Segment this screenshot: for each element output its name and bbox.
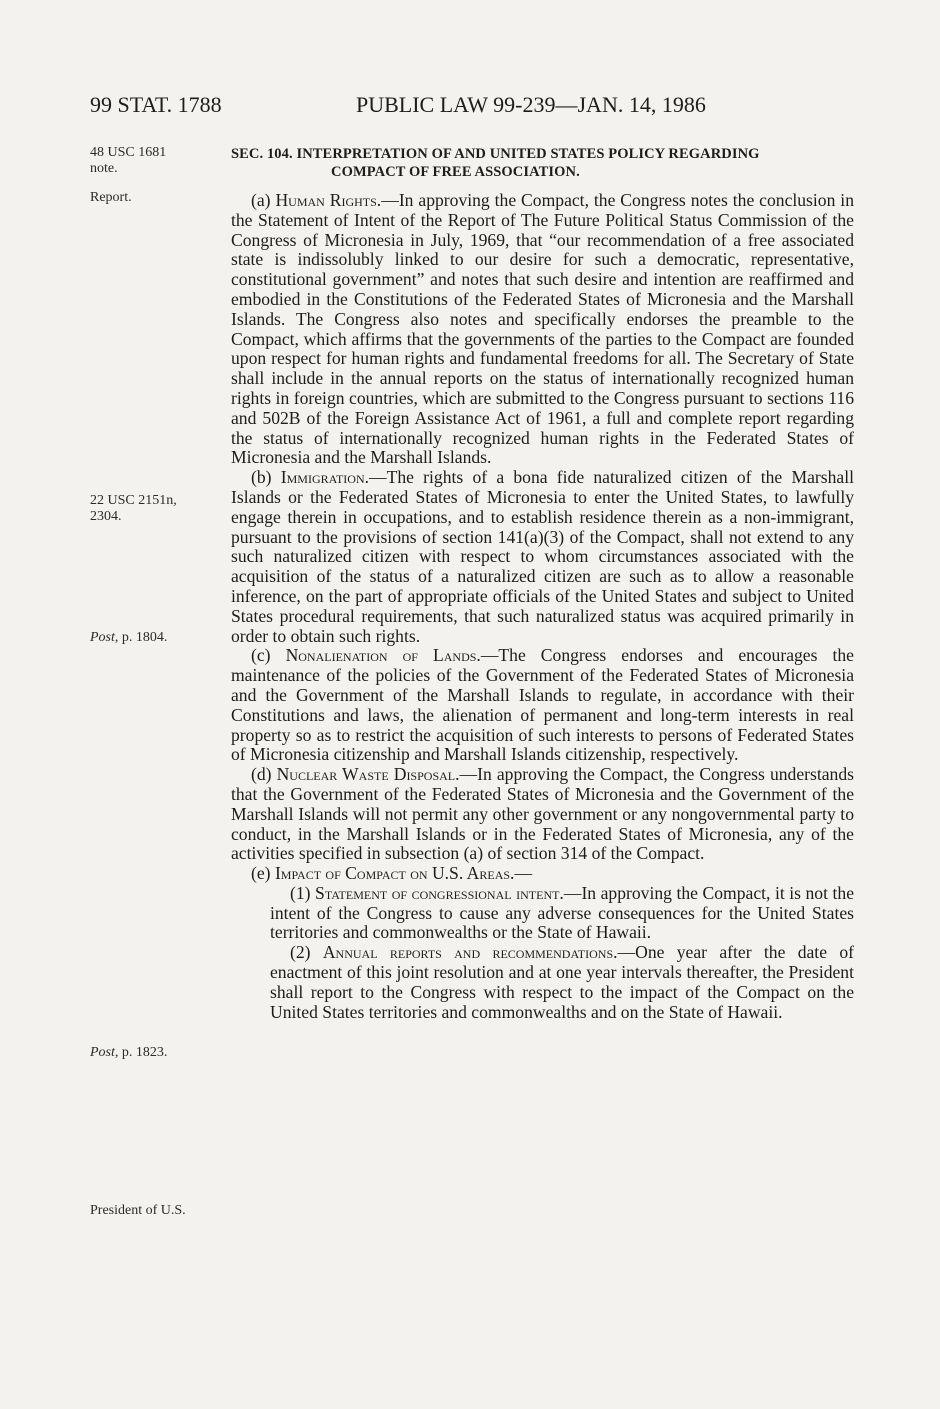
subsection-label: (b) xyxy=(251,467,281,488)
subsection-text: —The rights of a bona fide naturalized citizen of the Marshall Islands or the Federated States of Micronesia to enter the United States, to lawfully engage therein in occupations, and to establish residence therein as a non-immigrant, pursuant to the provisions of section 141(a)(3) of the Compact, shall not extend to any such naturalized citizen with respect to whom circumstances associated with the acquisition of the status of a naturalized citizen are such as to allow a reasonable inference, on the part of appropriate officials of the United States and subject to United States procedural requirements, that such naturalized status was acquired primarily in order to obtain such rights. xyxy=(231,467,854,646)
subsection-dash: — xyxy=(514,863,533,884)
paragraph-text: —In approving the Compact, it is not the intent of the Congress to cause any adverse consequences for the United States territories and commonwealths or the State of Hawaii. xyxy=(270,882,855,943)
margin-note-48-usc-1681 xyxy=(90,145,215,177)
margin-note-post-1823 xyxy=(90,1045,215,1061)
paragraph-title: Statement of congressional intent. xyxy=(315,882,564,903)
paragraph-title: Annual reports and recommendations. xyxy=(322,942,618,963)
margin-note-president: President of U.S. xyxy=(90,1203,186,1218)
margin-note-page: p. 1823. xyxy=(121,1045,168,1060)
paragraph-e1 xyxy=(270,884,854,943)
paragraph-text: —One year after the date of enactment of this joint resolution and at one year intervals thereafter, the President shall report to the Congress with respect to the impact of the Compact on the United States territories and commonwealths and on the State of Hawaii. xyxy=(270,942,854,1022)
margin-note-italic: Post, xyxy=(90,1045,119,1060)
subsection-text: —In approving the Compact, the Congress understands that the Government of the Federated States of Micronesia and the Government of the Marshall Islands will not permit any other government or any nongovernmental party to conduct, in the Marshall Islands or in the Federated States of Micronesia, any of the activities specified in subsection (a) of section 314 of the Compact. xyxy=(231,764,854,864)
subsection-title: Nuclear Waste Disposal. xyxy=(276,764,460,785)
subsection-text: —In approving the Compact, the Congress notes the conclusion in the Statement of Intent of the Report of The Future Political Status Commission of the Congress of Micronesia in July, 1969, that “our recommendation of a free associated state is indissolubly linked to our desire for such a democratic, representative, constitutional government” and notes that such desire and intention are reaffirmed and embodied in the Constitutions of the Federated States of Micronesia and the Marshall Islands. The Congress also notes and specifically endorses the preamble to the Compact, which affirms that the governments of the parties to the Compact are founded upon respect for human rights and fundamental freedoms for all. The Secretary of State shall include in the annual reports on the status of internationally recognized human rights in foreign countries, which are submitted to the Congress pursuant to sections 116 and 502B of the Foreign Assistance Act of 1961, a full and complete report regarding the status of internationally recognized human rights in the Federated States of Micronesia and the Marshall Islands. xyxy=(231,190,854,468)
subsection-title: Impact of Compact on U.S. Areas. xyxy=(274,863,515,884)
margin-note-line: 22 USC 2151n, xyxy=(90,493,177,508)
margin-note-post-1804 xyxy=(90,630,215,646)
subsection-title: Immigration. xyxy=(280,467,370,488)
section-body xyxy=(231,145,854,1022)
subsection-d xyxy=(231,765,854,864)
margin-note-italic: Post, xyxy=(90,630,119,645)
margin-note-line: 48 USC 1681 xyxy=(90,145,167,160)
subsection-a xyxy=(231,191,854,468)
subsection-title: Nonalienation of Lands. xyxy=(285,645,481,666)
subsection-label: (c) xyxy=(251,645,286,666)
section-heading-line: SEC. 104. INTERPRETATION OF AND UNITED STATES POLICY REGARDING xyxy=(231,146,760,162)
subsection-label: (e) xyxy=(251,863,275,884)
stat-page-number: 99 STAT. 1788 xyxy=(90,92,222,117)
section-heading xyxy=(231,145,854,181)
paragraph-label: (2) xyxy=(290,942,323,963)
subsection-label: (a) xyxy=(251,190,276,210)
law-title: PUBLIC LAW 99-239—JAN. 14, 1986 xyxy=(356,92,706,117)
margin-note-22-usc-2151n xyxy=(90,493,215,525)
subsection-e xyxy=(231,864,854,884)
paragraph-e2 xyxy=(270,943,854,1022)
subsection-text: —The Congress endorses and encourages the maintenance of the policies of the Government of the Federated States of Micronesia and the Government of the Marshall Islands to regulate, in accordance with their Constitutions and laws, the alienation of permanent and long-term interests in real property so as to restrict the acquisition of such interests to persons of Federated States of Micronesia citizenship and Marshall Islands citizenship, respectively. xyxy=(231,645,854,765)
section-heading-line: COMPACT OF FREE ASSOCIATION. xyxy=(331,164,580,180)
margin-note-page: p. 1804. xyxy=(121,630,168,645)
subsection-b xyxy=(231,468,854,646)
subsection-label: (d) xyxy=(251,764,277,785)
subsection-c xyxy=(231,646,854,765)
paragraph-label: (1) xyxy=(290,882,316,903)
subsection-title: Human Rights. xyxy=(275,190,382,210)
margin-note-line: note. xyxy=(90,161,118,176)
margin-note-report: Report. xyxy=(90,190,132,205)
margin-note-line: 2304. xyxy=(90,509,122,524)
